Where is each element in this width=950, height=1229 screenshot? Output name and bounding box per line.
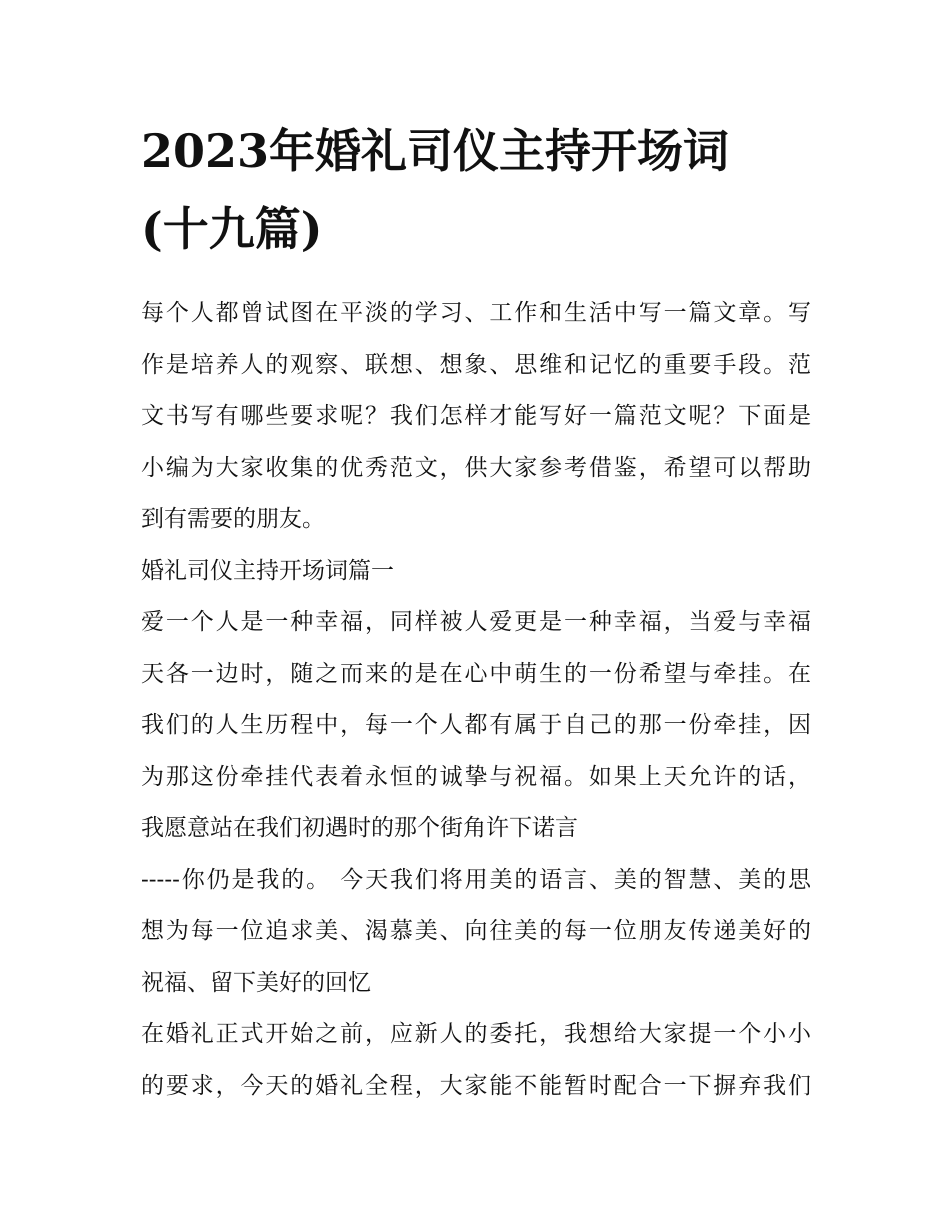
document-title-line-1: 2023年婚礼司仪主持开场词 xyxy=(141,124,730,178)
text-line: 为那这份牵挂代表着永恒的诚挚与祝福。如果上天允许的话， xyxy=(141,763,811,790)
text-line: 我们的人生历程中，每一个人都有属于自己的那一份牵挂，因 xyxy=(141,712,811,738)
text-line: 每个人都曾试图在平淡的学习、工作和生活中写一篇文章。写 xyxy=(141,300,811,326)
text-line: 爱一个人是一种幸福，同样被人爱更是一种幸福，当爱与幸福 xyxy=(141,609,811,635)
document-title-line-2: (十九篇) xyxy=(141,202,323,256)
body-paragraph xyxy=(141,855,811,1010)
text-line: 小编为大家收集的优秀范文，供大家参考借鉴，希望可以帮助 xyxy=(141,454,811,481)
body-paragraph xyxy=(141,597,811,855)
text-line: 到有需要的朋友。 xyxy=(141,506,325,532)
text-line: 我愿意站在我们初遇时的那个街角许下诺言 xyxy=(141,815,578,841)
text-line: 天各一边时，随之而来的是在心中萌生的一份希望与牵挂。在 xyxy=(141,660,811,687)
text-line: -----你仍是我的。 今天我们将用美的语言、美的智慧、美的思 xyxy=(141,866,811,893)
document-content xyxy=(141,112,811,1112)
body-paragraph xyxy=(141,1009,811,1112)
document-title xyxy=(141,112,811,268)
intro-paragraph xyxy=(141,288,811,546)
document-body xyxy=(141,288,811,1112)
text-line: 想为每一位追求美、渴慕美、向往美的每一位朋友传递美好的 xyxy=(141,918,811,944)
text-line: 文书写有哪些要求呢？我们怎样才能写好一篇范文呢？下面是 xyxy=(141,403,811,429)
text-line: 祝福、留下美好的回忆 xyxy=(141,969,371,996)
text-line: 的要求，今天的婚礼全程，大家能不能暂时配合一下摒弃我们 xyxy=(141,1072,811,1099)
text-line: 作是培养人的观察、联想、想象、思维和记忆的重要手段。范 xyxy=(141,351,811,378)
section-heading xyxy=(141,546,811,598)
text-line: 在婚礼正式开始之前，应新人的委托，我想给大家提一个小小 xyxy=(141,1021,811,1047)
text-line: 婚礼司仪主持开场词篇一 xyxy=(141,557,394,584)
